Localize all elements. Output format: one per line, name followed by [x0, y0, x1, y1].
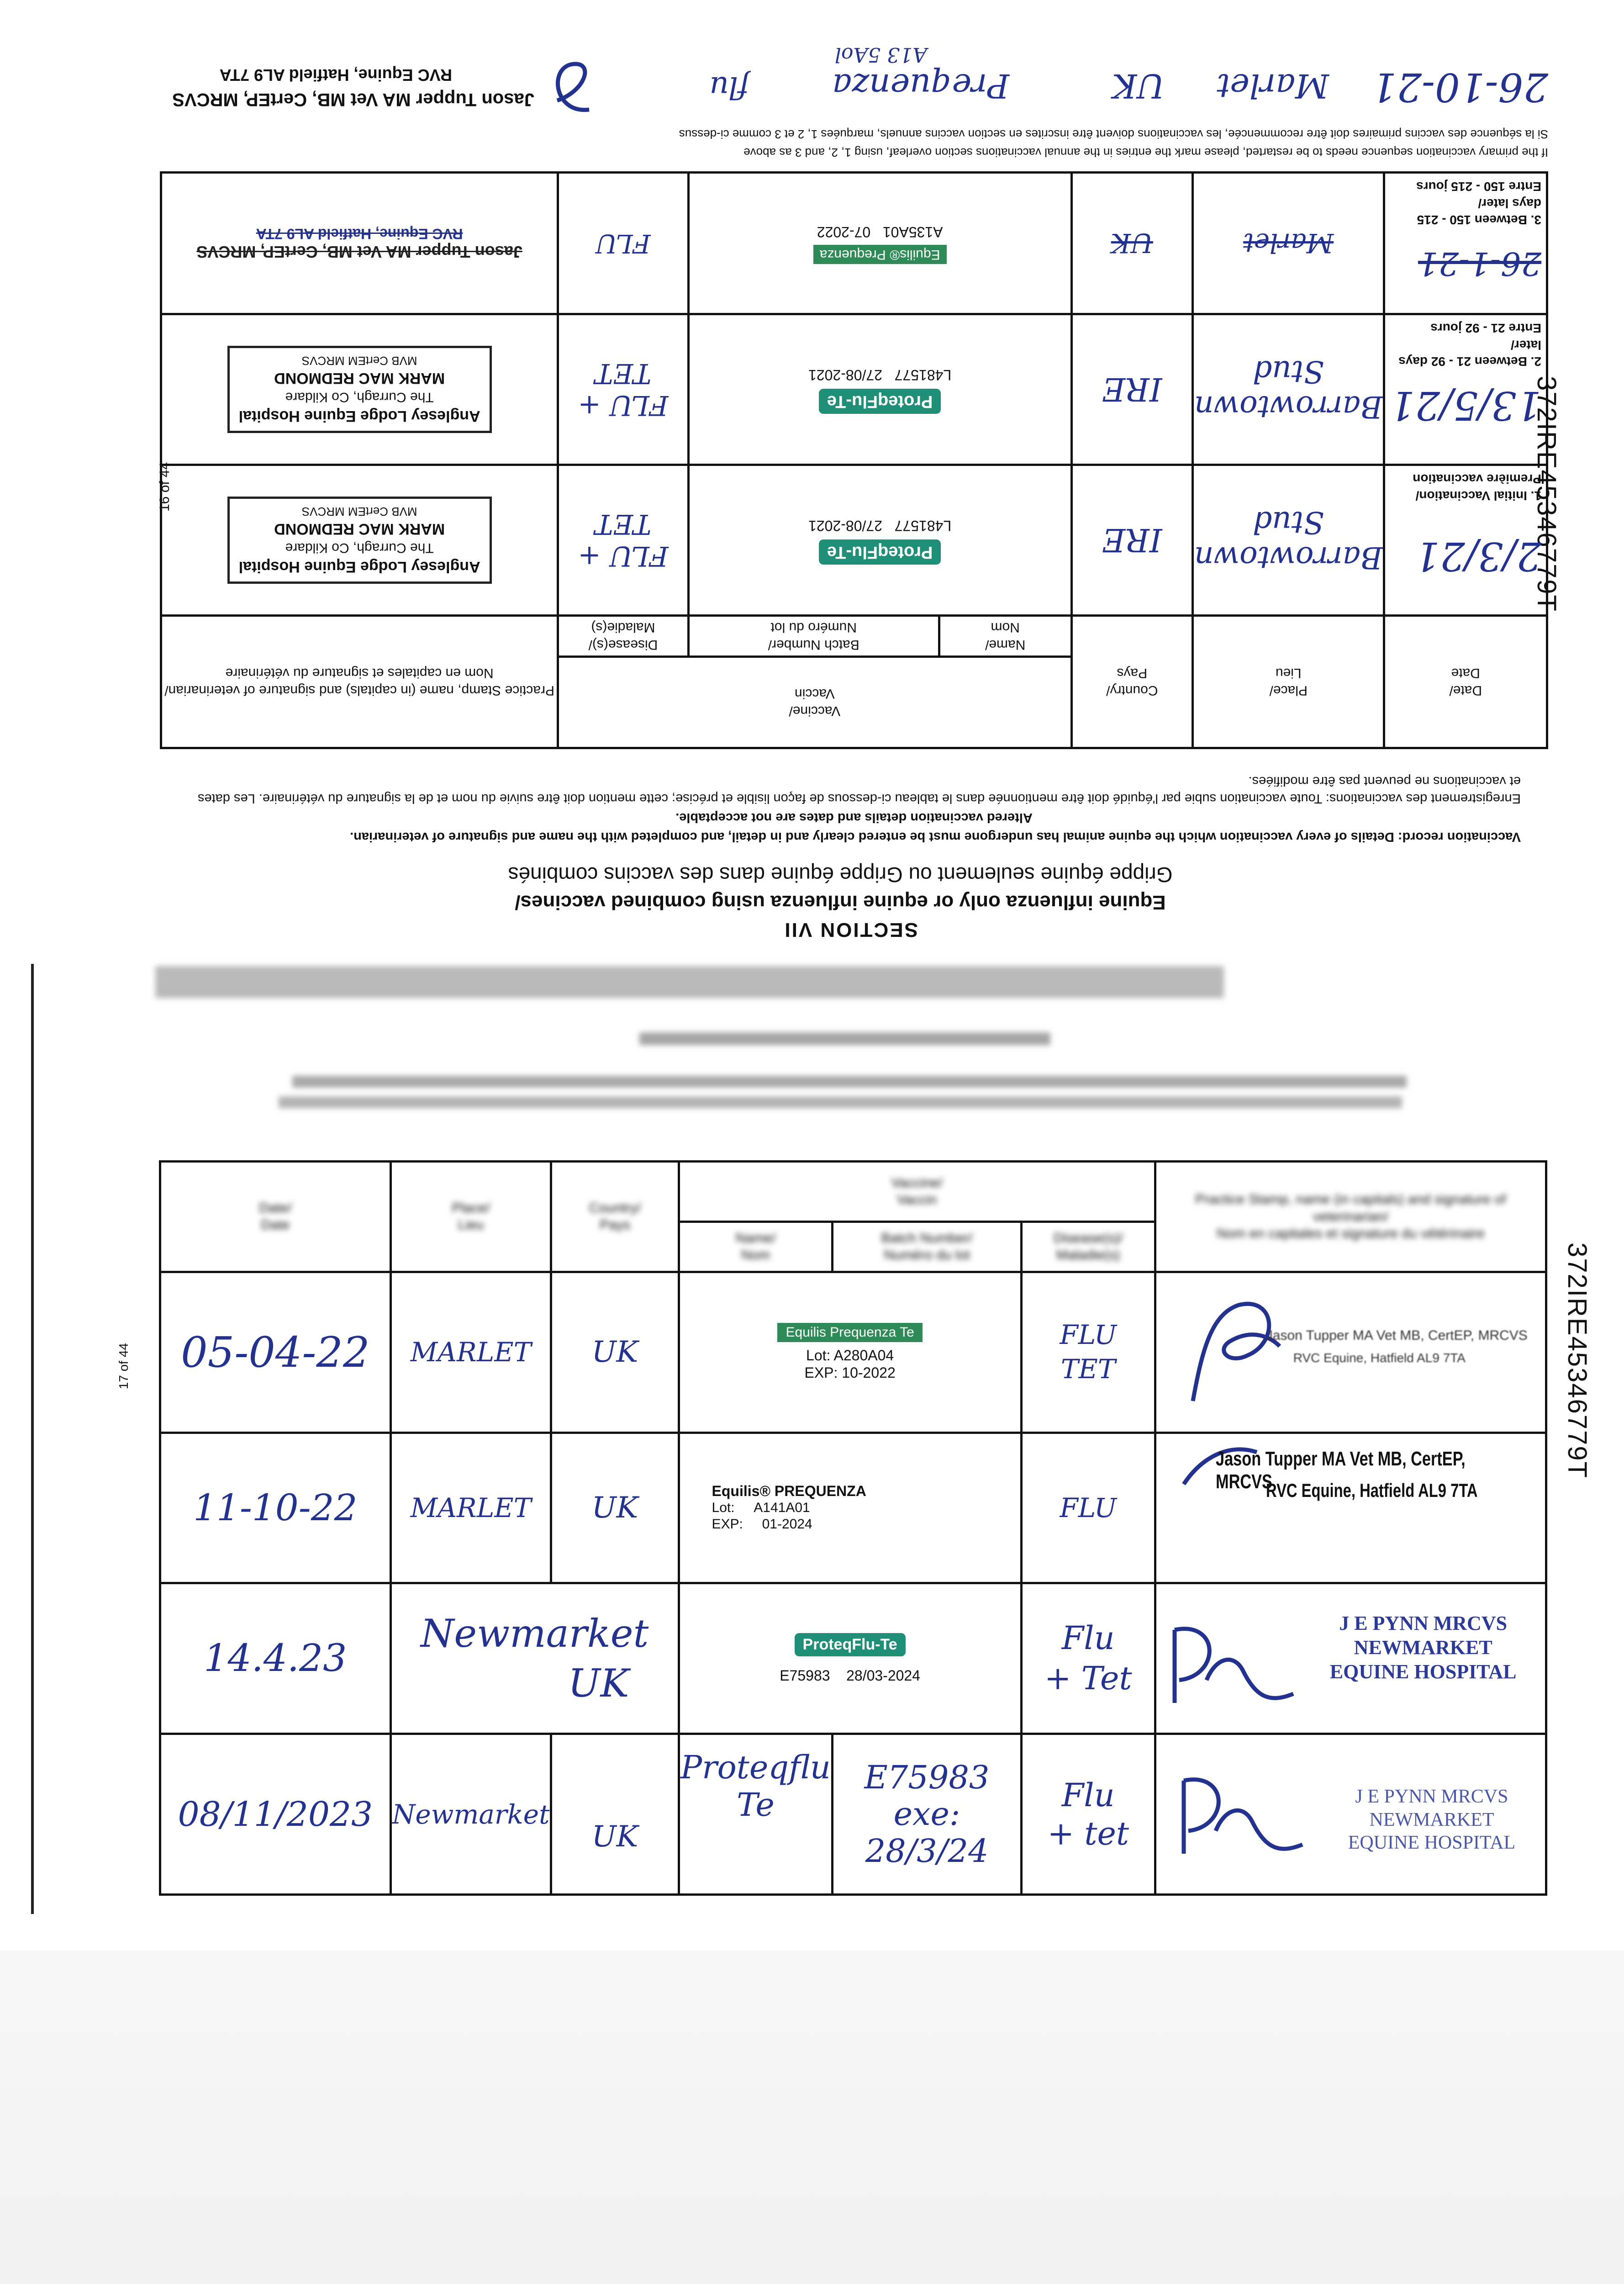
row-country: UK [1071, 173, 1192, 314]
annual-row-2 [160, 1433, 1546, 1583]
row-disease-1: Flu [1061, 1776, 1115, 1814]
row-disease: FLU [558, 173, 688, 314]
header-country: Country/ Pays [551, 1162, 679, 1272]
stamp-title: Anglesey Lodge Equine Hospital [238, 558, 480, 576]
stamp-line-3: EQUINE HOSPITAL [1329, 1660, 1517, 1683]
initial-vaccination-table [160, 171, 1548, 749]
row-exp: 27/08-2021 [808, 517, 882, 534]
blurred-header-band [155, 966, 1224, 998]
stamp-line-2: NEWMARKET [1369, 1809, 1494, 1830]
altered-note: Altered vaccination details and dates are not acceptable. [675, 810, 1033, 825]
stamp-line-1: J E PYNN MRCVS [1339, 1612, 1508, 1635]
row-batch: E75983 [864, 1758, 990, 1796]
stamp-quals: MVB CertEM MRCVS [301, 354, 417, 368]
header-date: Date/ Date [1384, 616, 1547, 748]
stamp-line-2: RVC Equine, Hatfield AL9 7TA [1293, 1350, 1466, 1365]
row-date: 13/5/21 [1390, 382, 1541, 428]
stamp-vet: MARK MAC REDMOND [274, 520, 445, 538]
header-batch: Batch Number/ Numéro du lot [833, 1221, 1021, 1272]
vaccine-label-equilis: Equilis® PREQUENZA [712, 1483, 866, 1500]
header-stamp: Practice Stamp, name (in capitals) and signature of veterinarian/ Nom en capitales et signature du vétérinaire [1155, 1162, 1546, 1272]
row-disease-2: TET [1060, 1353, 1116, 1385]
row-disease-2: + tet [1047, 1814, 1129, 1852]
row-lot: E75983 [780, 1667, 830, 1684]
row-date: 08/11/2023 [160, 1734, 391, 1895]
exp-label: EXP: [804, 1364, 838, 1381]
row-disease: FLU + TET [558, 314, 688, 465]
vaccine-label-equilis: Equilis Prequenza Te [777, 1323, 922, 1342]
annual-date: 26-10-21 [1371, 64, 1548, 110]
exp-label: EXP: [712, 1517, 743, 1532]
reference-number-bottom: 372IRE45346779T [1562, 1242, 1592, 1479]
row-exp: 27/08-2021 [808, 366, 882, 383]
stamp-address: RVC Equine, Hatfield AL9 7TA [256, 226, 463, 242]
record-note-fr: Enregistrement des vaccinations: Toute vaccination subie par l'équidé doit être mentionnée dans le tableau ci-dessous de façon lisible et précise; cette mention doit être suivie du nom et de la signature du vétérinaire. Les dates et vaccinations ne peuvent pas être modifiées. [197, 774, 1521, 806]
stamp-quals: MVB CertEM MRCVS [301, 504, 417, 518]
header-vaccine: Vaccine/ Vaccin [679, 1162, 1155, 1222]
row-exp: exe: 28/3/24 [865, 1795, 989, 1870]
row-exp: 10-2022 [842, 1364, 896, 1381]
row-label: 2. Between 21 - 92 days later/ Entre 21 - 92 jours [1398, 321, 1541, 369]
annual-vaccine: Prequenza [832, 67, 1009, 105]
row-date: 05-04-22 [160, 1272, 391, 1433]
row-place: Barrowtown Stud [1193, 314, 1384, 465]
row-exp: 07-2022 [817, 224, 871, 241]
row-label: 3. Between 150 - 215 days later/ Entre 150 - 215 jours [1416, 180, 1541, 227]
row-lot: L481577 [894, 366, 952, 383]
annual-row-3 [160, 1583, 1546, 1734]
annual-place: Marlet [1217, 67, 1329, 105]
initial-row-3 [161, 173, 1547, 314]
row-place: Newmarket [420, 1611, 649, 1656]
stamp-line-2: NEWMARKET [1354, 1636, 1492, 1659]
vet-stamp-anglesey [227, 497, 492, 584]
vet-stamp-anglesey [227, 346, 492, 433]
row-place: MARLET [390, 1433, 551, 1583]
annual-row-4 [160, 1734, 1546, 1895]
reference-number-top: 372IRE45346779T [1532, 376, 1561, 612]
signature-pynn [1165, 1602, 1302, 1712]
row-label: 1. Initial Vaccination/ Première vaccination [1413, 472, 1541, 503]
row-country: UK [551, 1433, 679, 1583]
header-stamp: Practice Stamp, name (in capitals) and signature of veterinarian/ Nom en capitales et signature du vétérinaire [161, 616, 558, 748]
row-disease: FLU + TET [558, 465, 688, 616]
page-number-bottom: 17 of 44 [116, 1343, 131, 1390]
blurred-note-line [639, 1032, 1050, 1045]
stamp-vet: MARK MAC REDMOND [274, 369, 445, 387]
header-country: Country/ Pays [1071, 616, 1192, 748]
vaccine-label-equilis: Equilis® Prequenza [813, 245, 947, 264]
record-note-en: Vaccination record: Details of every vaccination which the equine animal has undergone must be entered clearly and in detail, and completed with the name and signature of veterinarian. [350, 830, 1521, 844]
annual-disease: flu [709, 70, 749, 105]
annual-batch-note: A13 5Aol [834, 43, 927, 66]
row-place: MARLET [390, 1272, 551, 1433]
initial-row-2 [161, 314, 1547, 465]
header-date: Date/ Date [160, 1162, 391, 1272]
row-date: 14.4.23 [160, 1583, 391, 1734]
row-place: Marlet [1193, 173, 1384, 314]
row-exp: 01-2024 [762, 1517, 812, 1532]
signature-tupper [1175, 1287, 1284, 1406]
stamp-line-1: J E PYNN MRCVS [1355, 1786, 1508, 1808]
header-name: Name/ Nom [939, 616, 1071, 657]
header-batch: Batch Number/ Numéro du lot [688, 616, 939, 657]
row-exp: 28/03-2024 [846, 1667, 921, 1684]
row-disease-1: Flu [1061, 1619, 1115, 1657]
row-date: 2/3/21 [1415, 533, 1541, 579]
stamp-line-1: Jason Tupper MA Vet MB, CertEP, MRCVS [1265, 1327, 1528, 1343]
row-disease-1: FLU [1060, 1319, 1117, 1350]
vaccine-label-proteq: ProteqFlu-Te [795, 1633, 906, 1656]
header-name: Name/ Nom [679, 1221, 833, 1272]
vaccine-label-proteq: ProteqFlu-Te [819, 389, 941, 414]
row-country: IRE [1071, 314, 1192, 465]
annual-vaccination-table [159, 1160, 1547, 1896]
row-place: Newmarket [390, 1734, 551, 1895]
header-place: Place/ Lieu [390, 1162, 551, 1272]
page-number-top: 16 of 44 [157, 462, 172, 512]
title-fr: Grippe équine seulement ou Grippe équine dans des vaccins combinés [508, 863, 1173, 887]
scan-margin [0, 1951, 1624, 2284]
stamp-address: The Curragh, Co Kildare [285, 540, 434, 555]
row-disease-1: FLU [1060, 1492, 1117, 1523]
stamp-line-1: Jason Tupper MA Vet MB, CertEP, MRCVS [1215, 1447, 1466, 1493]
restart-note-fr: Si la séquence des vaccins primaires doit être recommencée, les vaccinations doivent être inscrites en section vaccins annuels, marquées 1, 2 et 3 comme ci-dessus [679, 127, 1548, 141]
stamp-title: Anglesey Lodge Equine Hospital [238, 407, 480, 425]
blurred-note-line [279, 1096, 1402, 1108]
initial-row-1 [161, 465, 1547, 616]
vaccine-label-proteq: ProteqFlu-Te [819, 539, 941, 565]
lot-label: Lot: [806, 1347, 831, 1364]
restart-note-en: If the primary vaccination sequence needs to be restarted, please mark the entries in the annual vaccinations section overleaf, using 1, 2, and 3 as above [743, 146, 1548, 159]
row-vaccine: Proteqflu Te [679, 1734, 833, 1895]
row-date: 11-10-22 [160, 1433, 391, 1583]
row-lot: A141A01 [754, 1500, 810, 1516]
row-country: UK [551, 1734, 679, 1895]
page-16-upside-down [151, 41, 1561, 941]
lot-label: Lot: [712, 1500, 735, 1516]
row-country: UK [568, 1660, 629, 1706]
stamp-address: The Curragh, Co Kildare [285, 389, 434, 405]
header-disease: Disease(s)/ Maladie(s) [1021, 1221, 1155, 1272]
section-title-top: SECTION VII [783, 919, 918, 941]
page-edge [31, 964, 34, 1914]
stamp-line-3: EQUINE HOSPITAL [1348, 1832, 1516, 1853]
stamp-vet: Jason Tupper MA Vet MB, CertEP, MRCVS [196, 243, 522, 261]
row-disease-2: + Tet [1044, 1659, 1132, 1697]
annual-vet-address: RVC Equine, Hatfield AL9 7TA [219, 66, 452, 85]
annual-vet: Jason Tupper MA Vet MB, CertEP, MRCVS [172, 90, 534, 110]
annual-row-1 [160, 1272, 1546, 1433]
title-en: Equine influenza only or equine influenza using combined vaccines/ [515, 891, 1166, 914]
row-lot: L481577 [894, 517, 952, 534]
header-place: Place/ Lieu [1193, 616, 1384, 748]
blurred-note-line [292, 1076, 1407, 1088]
row-country: UK [551, 1272, 679, 1433]
header-disease: Disease(s)/ Maladie(s) [558, 616, 688, 657]
row-lot: A280A04 [833, 1347, 894, 1364]
row-place: Barrowtown Stud [1193, 465, 1384, 616]
annual-country: UK [1112, 67, 1165, 105]
stamp-line-2: RVC Equine, Hatfield AL9 7TA [1265, 1479, 1478, 1501]
signature-pynn [1175, 1753, 1312, 1863]
row-date: 26-1-21 [1418, 245, 1541, 283]
row-lot: A135A01 [882, 224, 943, 241]
header-vaccine: Vaccine/ Vaccin [558, 657, 1071, 748]
signature-tupper-top [539, 55, 603, 119]
row-country: IRE [1071, 465, 1192, 616]
